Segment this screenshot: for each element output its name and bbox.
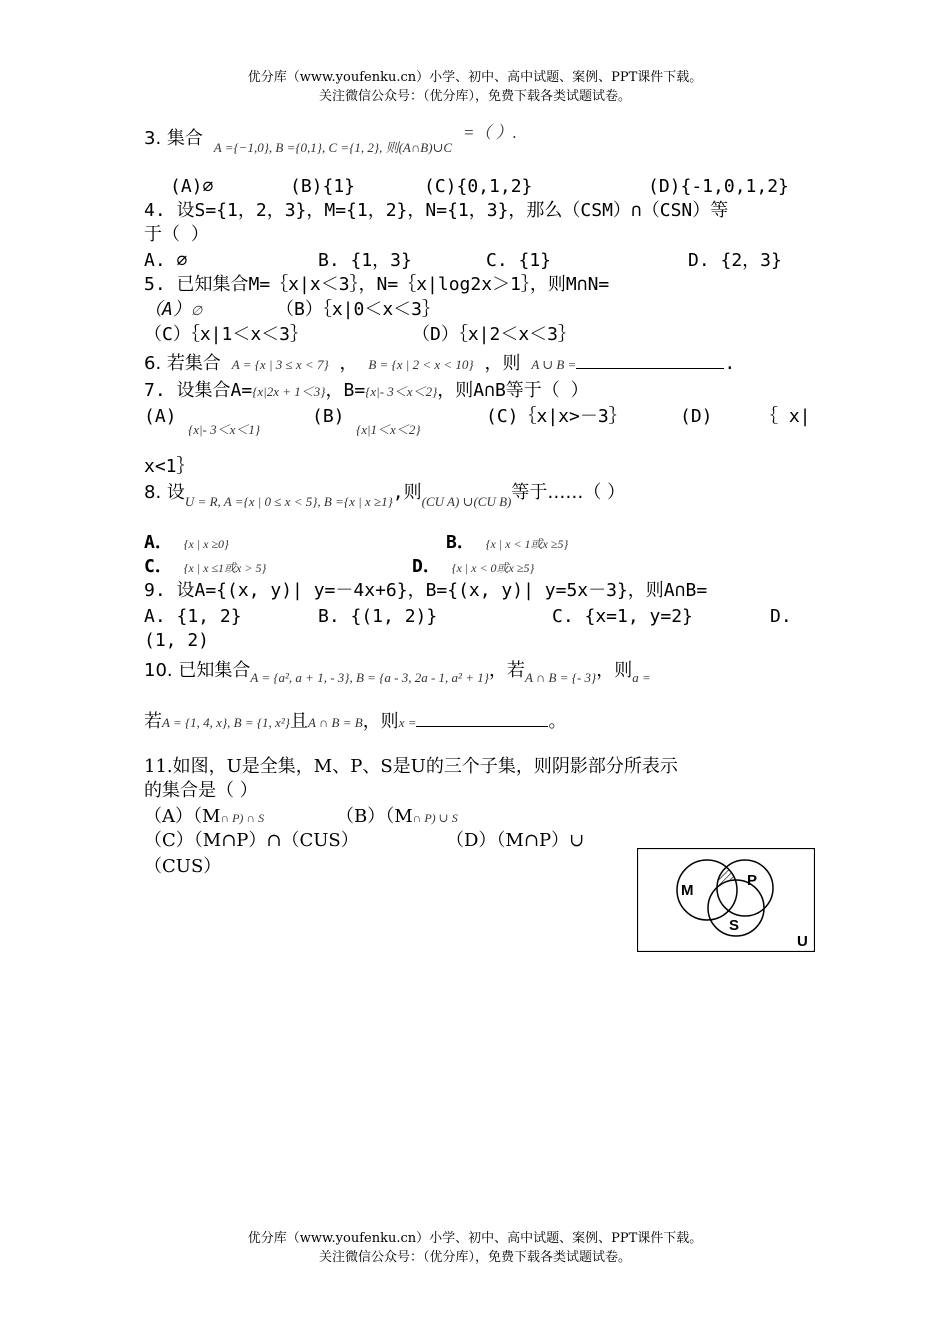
- q10-tail: ，则: [596, 660, 633, 681]
- q10-answer-blank[interactable]: [416, 710, 548, 727]
- q11-line-1: 11.如图，U是全集，M、P、S是U的三个子集，则阴影部分所表示: [144, 756, 678, 777]
- venn-label-u: U: [797, 933, 808, 950]
- footer-line-1: 优分库（www.youfenku.cn）小学、初中、高中试题、案例、PPT课件下载。: [247, 1231, 703, 1246]
- q7-option-a-set: {x|- 3＜x＜1}: [188, 422, 261, 437]
- q7-lead: 7. 设集合A=: [144, 380, 253, 401]
- q6-set-b: B = {x | 2 < x < 10}: [368, 357, 474, 372]
- q5-line-1: 5. 已知集合M=｛x|x＜3｝，N=｛x|log2x＞1｝，则M∩N=: [144, 274, 610, 295]
- q8-tail: 等于……（ ）: [511, 482, 626, 503]
- q8-option-c: [144, 556, 266, 579]
- q11-option-a: [144, 806, 264, 829]
- q8-lead: 8. 设: [144, 482, 185, 503]
- q7-set-b: {x|- 3＜x＜2}: [365, 384, 438, 399]
- q8-option-d: [412, 556, 534, 579]
- q10-end: 。: [548, 711, 567, 732]
- q4-option-c: C. {1}: [486, 250, 552, 271]
- q10-var-2: x =: [398, 715, 417, 730]
- q8-option-d-value: {x | x < 0或x ≥5}: [451, 561, 535, 575]
- q3-option-d: (D){-1,0,1,2}: [648, 176, 789, 197]
- q8-option-c-value: {x | x ≤1或x > 5}: [183, 561, 267, 575]
- q11-option-d: （D）（M∩P）∪: [446, 830, 585, 851]
- q11-option-a-value: ∩ P) ∩ S: [220, 811, 265, 825]
- footer-line-2: 关注微信公众号：（优分库），免费下载各类试题试卷。: [318, 1250, 631, 1265]
- q7-option-c: (C)｛x|x>－3｝: [486, 406, 627, 427]
- q10-formula-2: A ∩ B = {- 3}: [524, 670, 597, 685]
- q5-option-a-value: ∅: [190, 303, 203, 318]
- q10-tail-2: ，则: [362, 711, 399, 732]
- header-line-2: 关注微信公众号：（优分库），免费下载各类试题试卷。: [318, 89, 631, 104]
- q5-option-d: （D）｛x|2＜x＜3｝: [412, 324, 577, 345]
- venn-diagram: [637, 848, 815, 952]
- q9-line-1: 9. 设A={(x, y)| y=－4x+6}，B={(x, y)| y=5x－3}，则A∩B=: [144, 580, 708, 601]
- q9-option-d: D.: [770, 606, 792, 627]
- q8-option-a-label: A．: [144, 532, 173, 553]
- q9-option-d-cont: (1, 2): [144, 630, 210, 651]
- q11-line-2: 的集合是（ ）: [144, 780, 258, 801]
- q7-option-d-label: (D): [680, 406, 713, 427]
- q8-option-c-label: C．: [144, 556, 173, 577]
- q7-line: [144, 380, 589, 403]
- q6-end: .: [724, 353, 736, 374]
- q10-lead: 10. 已知集合: [144, 660, 251, 681]
- q10-line-1: [144, 660, 651, 683]
- q8-option-d-label: D．: [412, 556, 441, 577]
- q3-line: [144, 123, 517, 155]
- q4-option-a: A. ∅: [144, 250, 188, 271]
- q6-answer-blank[interactable]: [576, 352, 724, 369]
- q8-mid: ,则: [392, 482, 422, 503]
- q4-option-b: B. {1，3}: [318, 250, 412, 271]
- q10-mid-2: 且: [289, 711, 308, 732]
- q11-option-b: [336, 806, 458, 829]
- q7-set-a: {x|2x + 1＜3}: [252, 384, 326, 399]
- q6-line: [144, 352, 735, 376]
- q7-option-a-value: [188, 418, 260, 441]
- q9-option-a: A. {1, 2}: [144, 606, 242, 627]
- q11-option-b-label: （B）（M: [336, 806, 413, 827]
- q5-option-a: [144, 299, 202, 322]
- q4-option-d: D. {2，3}: [688, 250, 782, 271]
- q3-option-b: (B){1}: [290, 176, 356, 197]
- q8-formula-2: (CU A) ∪(CU B): [421, 494, 512, 509]
- q7-option-d-rest: ｛ x|: [760, 406, 811, 427]
- q3-lead: 3. 集合: [144, 128, 203, 149]
- q11-option-b-value: ∩ P) ∪ S: [412, 811, 458, 825]
- q5-option-b: （B）｛x|0＜x＜3｝: [276, 299, 441, 320]
- q11-option-c: （C）（M∩P）∩（CUS）: [144, 830, 359, 851]
- q4-line-1: 4. 设S={1，2，3}，M={1，2}，N={1，3}，那么（CSM）∩（CSN）等: [144, 200, 729, 221]
- q8-option-b: [446, 532, 568, 555]
- q8-option-a-value: {x | x ≥0}: [183, 537, 229, 551]
- venn-svg: [637, 848, 815, 952]
- q10-mid: ，若: [488, 660, 525, 681]
- page-footer: [0, 1229, 950, 1267]
- q8-option-b-value: {x | x < 1或x ≥5}: [485, 537, 569, 551]
- venn-label-m: M: [681, 882, 694, 899]
- q10-formula: A = {a², a + 1, - 3}, B = {a - 3, 2a - 1, a² + 1}: [250, 670, 489, 685]
- q10-formula-3: A = {1, 4, x}, B = {1, x²}: [162, 715, 290, 730]
- q10-var: a =: [632, 670, 651, 685]
- q9-option-c: C. {x=1, y=2}: [552, 606, 693, 627]
- q7-option-b-value: [356, 418, 421, 441]
- q6-mid: ，: [339, 353, 358, 374]
- q3-option-a: (A)∅: [170, 176, 214, 197]
- q3-formula: A ={−1,0}, B ={0,1}, C ={1, 2}, 则(A∩B)∪C: [213, 140, 453, 155]
- q9-option-b: B. {(1, 2)}: [318, 606, 438, 627]
- page-header: [0, 68, 950, 106]
- venn-label-p: P: [747, 872, 758, 889]
- venn-label-s: S: [729, 917, 740, 934]
- q6-lead: 6. 若集合: [144, 353, 221, 374]
- q3-option-c: (C){0,1,2}: [424, 176, 533, 197]
- q8-option-b-label: B．: [446, 532, 475, 553]
- q8-option-a: [144, 532, 229, 555]
- q3-tail: =（ ）.: [462, 123, 517, 142]
- q7-mid: ，B=: [325, 380, 366, 401]
- q7-option-d-cont: x<1｝: [144, 456, 195, 477]
- q10-formula-4: A ∩ B = B: [307, 715, 363, 730]
- q6-set-a: A = {x | 3 ≤ x < 7}: [231, 357, 329, 372]
- q6-union: A ∪ B =: [531, 357, 577, 372]
- q5-option-c: （C）｛x|1＜x＜3｝: [144, 324, 309, 345]
- q7-option-b-set: {x|1＜x＜2}: [356, 422, 421, 437]
- q7-tail: ，则A∩B等于（ ）: [437, 380, 589, 401]
- q4-line-2: 于（ ）: [144, 224, 209, 245]
- q11-option-a-label: （A）（M: [144, 806, 221, 827]
- q5-option-a-label: （A）: [144, 299, 191, 320]
- q8-formula: U = R, A ={x | 0 ≤ x < 5}, B ={x | x ≥1}: [184, 494, 393, 509]
- q6-tail: ，则: [484, 353, 521, 374]
- q7-option-a-label: (A): [144, 406, 177, 427]
- q11-option-d-cont: （CUS）: [144, 856, 222, 877]
- q10-line-2: [144, 710, 566, 734]
- q10-lead-2: 若: [144, 711, 162, 732]
- header-line-1: 优分库（www.youfenku.cn）小学、初中、高中试题、案例、PPT课件下载。: [247, 70, 703, 85]
- q7-option-b-label: (B): [312, 406, 345, 427]
- q8-line: [144, 482, 626, 509]
